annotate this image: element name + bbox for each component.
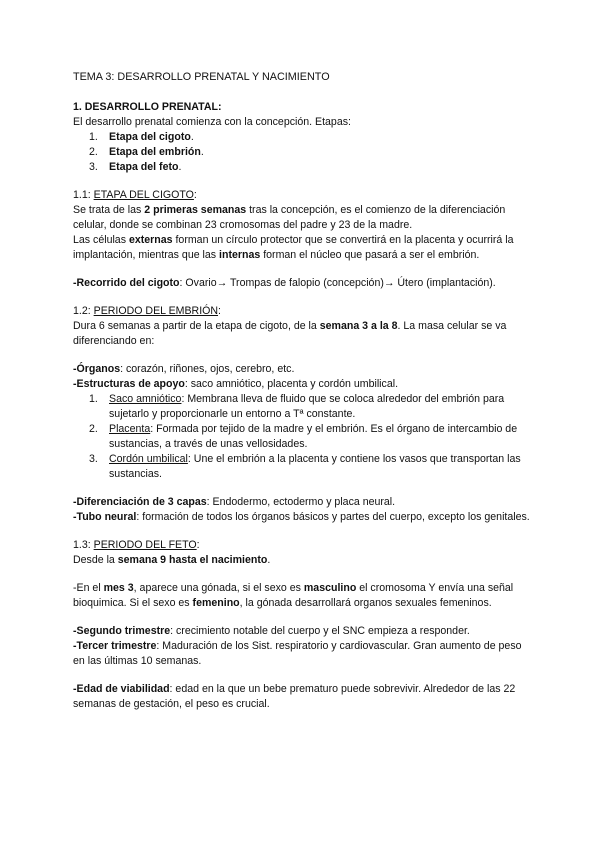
section-1-2-heading: 1.2: PERIODO DEL EMBRIÓN: xyxy=(73,305,221,317)
list-item: 2. Etapa del embrión. xyxy=(89,146,204,158)
fetus-paragraph-2: -En el mes 3, aparece una gónada, si el sexo es masculino el cromosoma Y envía una señal bioquimica. Si el sexo es femenino, la gónada desarrollará organos sexuales femeninos. xyxy=(73,582,514,609)
section-1-3-heading: 1.3: PERIODO DEL FETO: xyxy=(73,539,200,551)
list-item: 1. Etapa del cigoto. xyxy=(89,131,194,143)
section-1-heading: 1. DESARROLLO PRENATAL: xyxy=(73,101,222,113)
embryo-paragraph-1: Dura 6 semanas a partir de la etapa de cigoto, de la semana 3 a la 8. La masa celular se va diferenciando en: xyxy=(73,320,507,347)
embryo-layers: -Diferenciación de 3 capas: Endodermo, ectodermo y placa neural. xyxy=(73,496,396,508)
list-item: 3. Cordón umbilical: Une el embrión a la placenta y contiene los vasos que transportan las sustancias. xyxy=(89,453,521,480)
list-item: 3. Etapa del feto. xyxy=(89,161,182,173)
support-structures-list xyxy=(73,392,533,482)
list-item: 1. Saco amniótico: Membrana lleva de fluido que se coloca alrededor del embrión para sujetarlo y proporcionarle un entorno a Tª constante. xyxy=(89,393,505,420)
zygote-route: -Recorrido del cigoto: Ovario→ Trompas de falopio (concepción)→ Útero (implantación). xyxy=(73,277,496,289)
embryo-neural-tube: -Tubo neural: formación de todos los órganos básicos y partes del cuerpo, excepto los genitales. xyxy=(73,511,530,523)
zygote-paragraph-1: Se trata de las 2 primeras semanas tras la concepción, es el comienzo de la diferenciación celular, donde se combinan 23 cromosomas del padre y 23 de la madre. xyxy=(73,204,506,231)
stages-list xyxy=(73,130,533,175)
fetus-third-trimester: -Tercer trimestre: Maduración de los Sist. respiratorio y cardiovascular. Gran aumento de peso en las últimas 10 semanas. xyxy=(73,640,522,667)
section-1-intro: El desarrollo prenatal comienza con la concepción. Etapas: xyxy=(73,116,351,128)
fetus-paragraph-1: Desde la semana 9 hasta el nacimiento. xyxy=(73,554,271,566)
embryo-support: -Estructuras de apoyo: saco amniótico, placenta y cordón umbilical. xyxy=(73,378,399,390)
fetus-second-trimester: -Segundo trimestre: crecimiento notable del cuerpo y el SNC empieza a responder. xyxy=(73,625,470,637)
zygote-paragraph-2: Las células externas forman un círculo protector que se convertirá en la placenta y ocurrirá la implantación, mientras que las internas forman el núcleo que pasará a ser el embrión. xyxy=(73,234,514,261)
embryo-organs: -Órganos: corazón, riñones, ojos, cerebro, etc. xyxy=(73,363,295,375)
section-1-1-heading: 1.1: ETAPA DEL CIGOTO: xyxy=(73,189,197,201)
fetus-viability: -Edad de viabilidad: edad en la que un bebe prematuro puede sobrevivir. Alrededor de las 22 semanas de gestación, el peso es crucial. xyxy=(73,683,516,710)
document-page xyxy=(73,70,533,712)
document-title: TEMA 3: DESARROLLO PRENATAL Y NACIMIENTO xyxy=(73,71,330,83)
list-item: 2. Placenta: Formada por tejido de la madre y el embrión. Es el órgano de intercambio de sustancias, a través de unas vellosidades. xyxy=(89,423,518,450)
